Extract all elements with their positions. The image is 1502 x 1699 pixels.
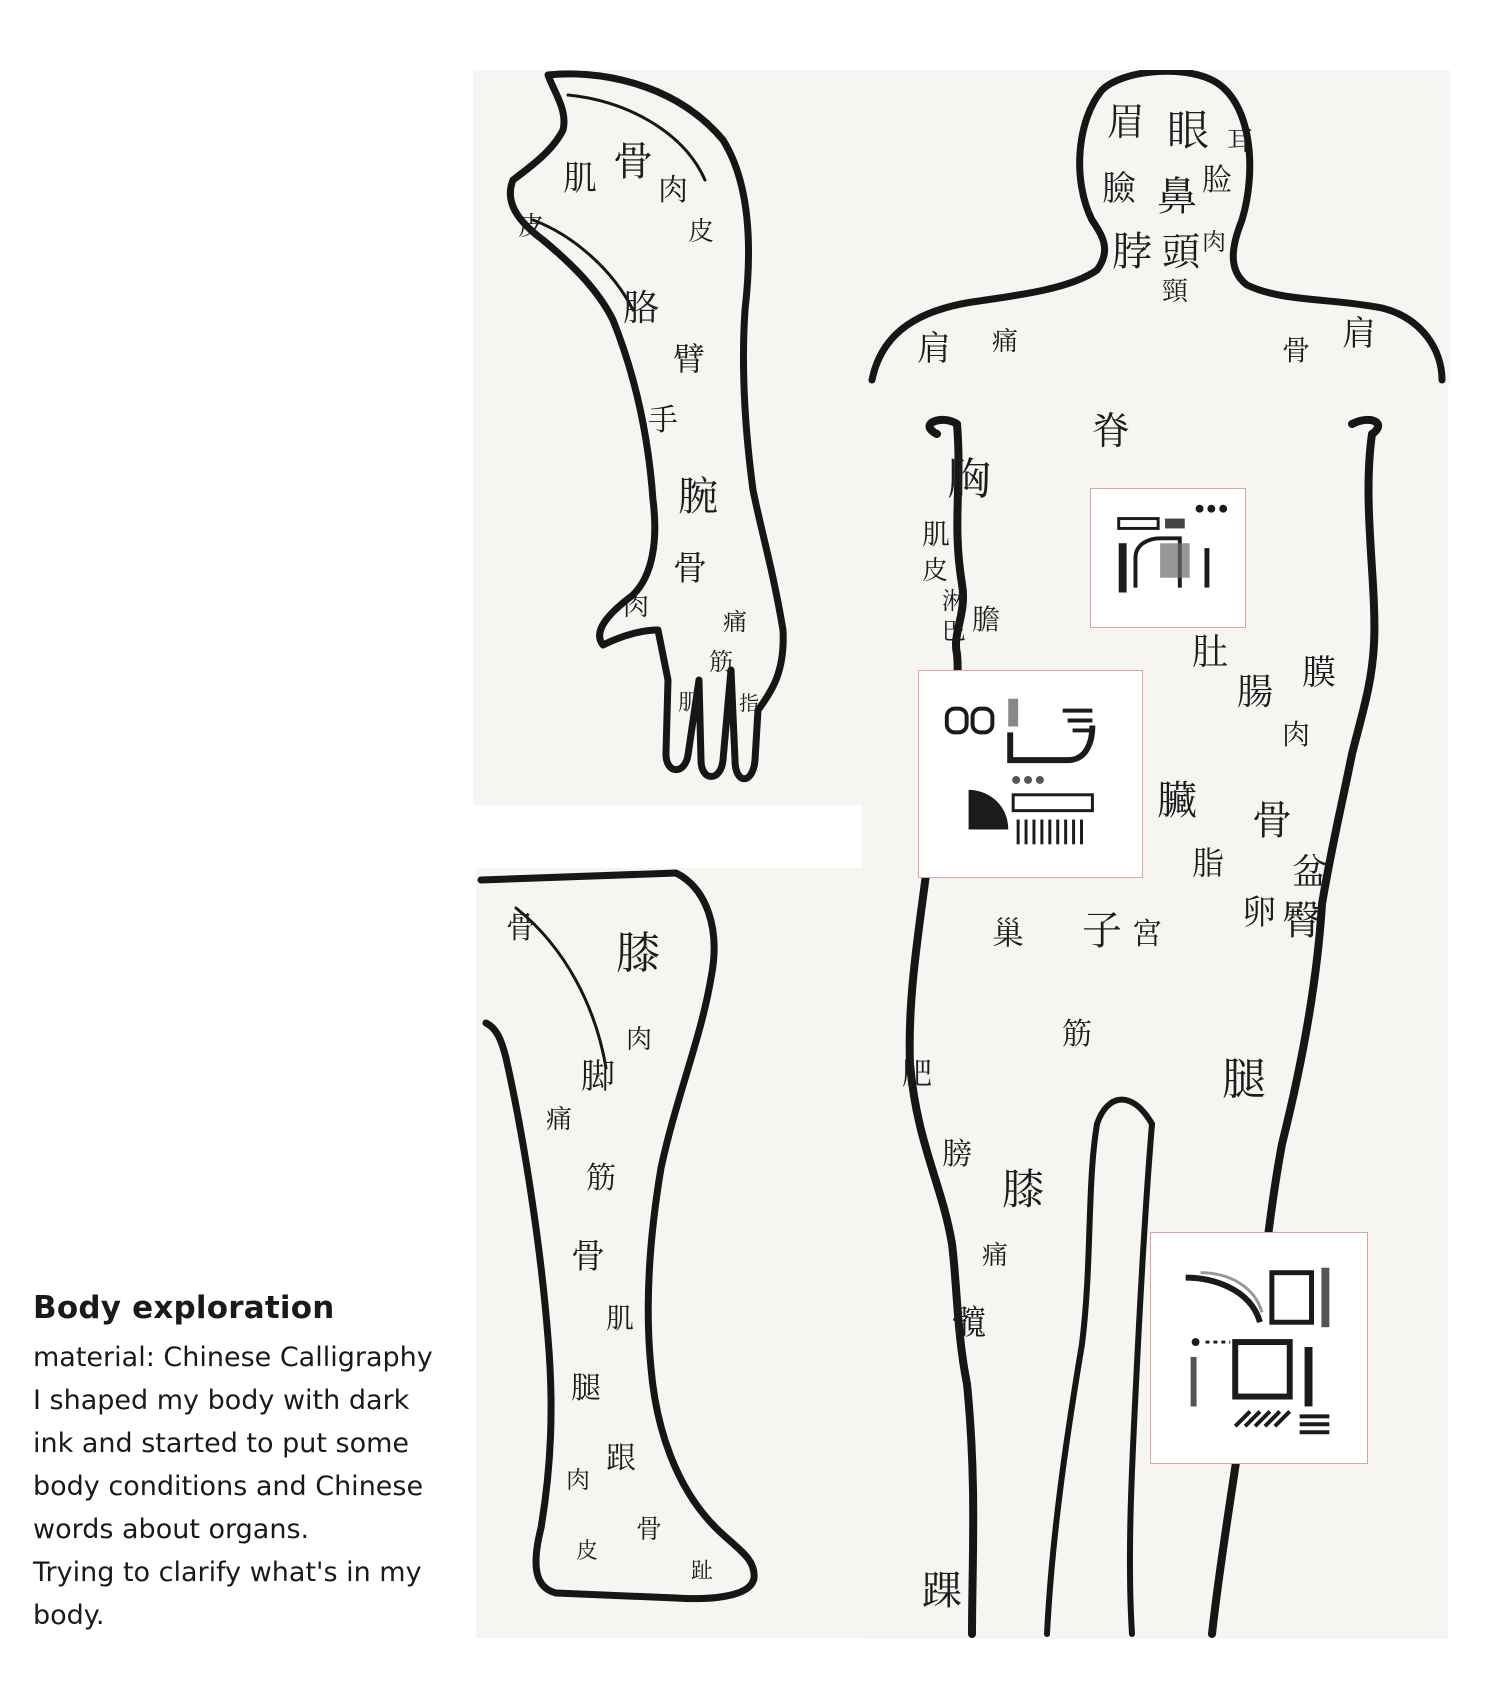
arm-char: 皮 [518, 212, 545, 242]
leg-drawing [476, 868, 886, 1638]
torso-char: 脊 [1092, 409, 1131, 453]
caption-block [33, 1290, 473, 1637]
arm-char: 筋 [709, 648, 733, 676]
head-char: 眉 [1107, 100, 1146, 144]
head-char: 脖 [1112, 229, 1152, 275]
torso-char: 髖 [952, 1303, 986, 1343]
caption-line: ink and started to put some [33, 1428, 410, 1459]
inset-seal-leg [1150, 1232, 1368, 1464]
torso-char: 胸 [947, 454, 991, 505]
head-char: 鼻 [1157, 174, 1197, 220]
torso-char: 痛 [982, 1241, 1009, 1271]
torso-char: 膀 [942, 1137, 972, 1172]
arm-char: 痛 [723, 608, 747, 636]
torso-char: 淋 [942, 587, 966, 615]
head-char: 痛 [992, 327, 1019, 357]
seal-glyph-chest [1091, 489, 1245, 627]
torso-char: 肚 [1192, 632, 1229, 673]
leg-char: 骨 [636, 1515, 663, 1545]
leg-char: 皮 [576, 1539, 599, 1564]
arm-char: 骨 [613, 139, 653, 185]
leg-char: 肉 [626, 1025, 653, 1055]
torso-char: 卵 [1242, 893, 1276, 933]
head-char: 肩 [1342, 314, 1376, 354]
torso-char: 膜 [1302, 653, 1336, 693]
leg-char: 肌 [606, 1302, 635, 1335]
torso-char: 盆 [1292, 852, 1329, 893]
caption-line: words about organs. [33, 1514, 310, 1545]
caption-line: I shaped my body with dark [33, 1385, 410, 1416]
caption-line: Trying to clarify what's in my [33, 1557, 422, 1588]
arm-char: 胳 [623, 288, 660, 329]
head-char: 骨 [1282, 334, 1311, 367]
head-char: 臉 [1102, 169, 1136, 209]
leg-char: 筋 [586, 1161, 616, 1196]
leg-char: 肉 [566, 1466, 590, 1494]
leg-char: 膝 [616, 928, 660, 979]
arm-char: 腕 [678, 474, 718, 520]
head-char: 頸 [1162, 277, 1189, 307]
head-characters [917, 100, 1376, 369]
caption-title: Body exploration [33, 1290, 335, 1326]
leg-char: 骨 [571, 1237, 605, 1277]
caption-line: body. [33, 1600, 105, 1631]
seal-glyph-leg [1151, 1233, 1367, 1463]
caption-line: body conditions and Chinese [33, 1471, 424, 1502]
leg-char: 脚 [581, 1057, 615, 1097]
seal-glyph-belly [919, 671, 1142, 877]
torso-char: 臟 [1157, 778, 1197, 824]
caption-line: material: Chinese Calligraphy [33, 1342, 433, 1373]
torso-char: 腿 [1222, 1054, 1266, 1105]
torso-char: 皮 [922, 556, 949, 586]
torso-char: 宮 [1132, 917, 1162, 952]
torso-char: 腸 [1237, 672, 1274, 713]
head-char: 眼 [1167, 106, 1210, 155]
torso-char: 臀 [1282, 898, 1322, 944]
arm-calligraphy-artwork [473, 70, 883, 805]
head-char: 肩 [917, 329, 951, 369]
head-char: 肉 [1202, 228, 1226, 256]
arm-char: 骨 [673, 549, 707, 589]
leg-char: 痛 [546, 1105, 573, 1135]
head-char: 頭 [1162, 230, 1201, 274]
leg-char: 腿 [571, 1371, 601, 1406]
torso-char: 膝 [1002, 1165, 1045, 1214]
torso-char: 筋 [1062, 1017, 1092, 1052]
torso-char: 巴 [942, 617, 966, 645]
leg-char: 跟 [606, 1441, 636, 1476]
arm-char: 指 [739, 691, 759, 715]
arm-char: 皮 [688, 217, 715, 247]
leg-calligraphy-artwork [476, 868, 886, 1638]
head-calligraphy-artwork [862, 70, 1450, 384]
torso-char: 膽 [972, 603, 1001, 636]
arm-char: 肌 [678, 691, 701, 716]
leg-char: 骨 [506, 911, 536, 946]
head-char: 耳 [1227, 127, 1254, 157]
head-drawing [862, 70, 1450, 384]
torso-char: 肉 [1282, 718, 1311, 751]
torso-char: 巢 [992, 914, 1025, 952]
arm-char: 肉 [623, 592, 650, 622]
head-char: 脸 [1202, 163, 1232, 198]
arm-char: 臂 [673, 340, 706, 378]
arm-char: 肉 [658, 173, 688, 208]
arm-char: 手 [648, 403, 678, 438]
leg-char: 趾 [691, 1559, 714, 1584]
inset-seal-belly [918, 670, 1143, 878]
inset-seal-chest [1090, 488, 1246, 628]
torso-char: 骨 [1252, 798, 1292, 844]
arm-char: 肌 [563, 159, 597, 199]
torso-char: 子 [1082, 908, 1122, 954]
arm-drawing [473, 70, 883, 805]
torso-char: 脂 [1192, 844, 1225, 882]
torso-char: 肌 [922, 518, 951, 551]
torso-char: 踝 [922, 1568, 962, 1614]
torso-char: 肥 [902, 1057, 932, 1092]
